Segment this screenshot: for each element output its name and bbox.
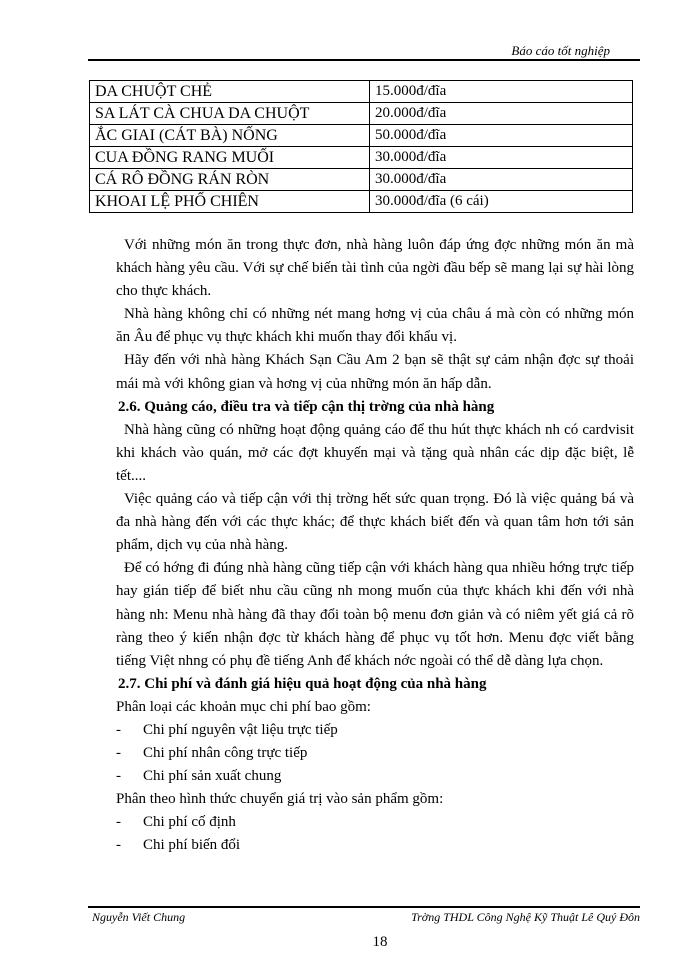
- paragraph-menu-variety: Với những món ăn trong thực đơn, nhà hàng luôn đáp ứng đợc những món ăn mà khách hàng yêu cầu. Với sự chế biến tài tình của ngời đầu bếp sẽ mang lại sự hài lòng cho thực khách.: [116, 237, 634, 300]
- paragraph-advertising: Nhà hàng cũng có những hoạt động quảng cáo để thu hút thực khách nh có cardvisit khi khách vào quán, mở các đợt khuyến mại và tặng quà nhân các dịp đặc biệt, lễ tết....: [116, 421, 634, 484]
- list-item-text: Chi phí cố định: [143, 814, 236, 831]
- price-cell: 15.000đ/đĩa: [370, 81, 633, 103]
- cost-classification-intro: Phân loại các khoản mục chi phí bao gồm:: [116, 698, 371, 715]
- dish-name-cell: ẮC GIAI (CÁT BÀ) NỐNG: [90, 125, 370, 147]
- list-item-text: Chi phí sản xuất chung: [143, 768, 282, 785]
- header-title: Báo cáo tốt nghiệp: [511, 43, 610, 58]
- transfer-classification-intro: Phân theo hình thức chuyển giá trị vào sản phẩm gồm:: [116, 791, 444, 808]
- dish-name-cell: KHOAI LỆ PHỐ CHIÊN: [90, 191, 370, 213]
- section-heading-2-7: 2.7. Chi phí và đánh giá hiệu quả hoạt động của nhà hàng: [118, 675, 487, 692]
- price-cell: 50.000đ/đĩa: [370, 125, 633, 147]
- bullet-dash: -: [116, 768, 121, 785]
- bullet-dash: -: [116, 721, 121, 738]
- header-rule: [88, 59, 640, 61]
- table-row: [90, 169, 633, 191]
- dish-name-cell: SA LÁT CÀ CHUA DA CHUỘT: [90, 103, 370, 125]
- menu-price-table: [89, 80, 633, 213]
- dish-name-cell: DA CHUỘT CHẺ: [90, 81, 370, 103]
- dish-name-cell: CUA ĐỒNG RANG MUỐI: [90, 147, 370, 169]
- bullet-dash: -: [116, 837, 121, 854]
- transfer-item-list: [116, 811, 634, 857]
- list-item-text: Chi phí nguyên vật liệu trực tiếp: [143, 721, 338, 738]
- dish-name-cell: CÁ RÔ ĐỒNG RÁN RÒN: [90, 169, 370, 191]
- footer-author: Nguyễn Viết Chung: [92, 910, 186, 924]
- paragraph-customer-approach: Để có hớng đi đúng nhà hàng cũng tiếp cận với khách hàng qua nhiều hớng trực tiếp hay gián tiếp để biết nhu cầu cũng nh mong muốn của thực khách khi đến với nhà hàng nh: Menu nhà hàng đã thay đổi toàn bộ menu đơn giản và có niêm yết giá cả rõ ràng theo ý kiến nhận đợc từ khách hàng để phục vụ tốt hơn. Menu đợc viết bằng tiếng Việt nhng có phụ đề tiếng Anh để khách nớc ngoài có thể dễ dàng lựa chọn.: [116, 560, 634, 669]
- table-row: [90, 125, 633, 147]
- list-item: [116, 834, 634, 857]
- price-cell: 30.000đ/đĩa: [370, 147, 633, 169]
- table-row: [90, 81, 633, 103]
- table-row: [90, 191, 633, 213]
- body-text: [116, 234, 634, 858]
- footer-rule: [88, 906, 640, 908]
- list-item-text: Chi phí biến đổi: [143, 837, 241, 854]
- list-item: [116, 742, 634, 765]
- section-heading-2-6: 2.6. Quảng cáo, điều tra và tiếp cận thị trờng của nhà hàng: [118, 398, 495, 415]
- paragraph-european-dishes: Nhà hàng không chỉ có những nét mang hơng vị của châu á mà còn có những món ăn Âu để phục vụ thực khách khi muốn thay đổi khẩu vị.: [116, 306, 634, 346]
- list-item-text: Chi phí nhân công trực tiếp: [143, 745, 308, 762]
- list-item: [116, 719, 634, 742]
- cost-item-list: [116, 719, 634, 788]
- price-cell: 30.000đ/đĩa: [370, 169, 633, 191]
- footer-school: Trờng THDL Công Nghệ Kỹ Thuật Lê Quý Đôn: [411, 910, 640, 924]
- price-cell: 30.000đ/đĩa (6 cái): [370, 191, 633, 213]
- price-cell: 20.000đ/đĩa: [370, 103, 633, 125]
- paragraph-market-approach: Việc quảng cáo và tiếp cận với thị trờng hết sức quan trọng. Đó là việc quảng bá và đa nhà hàng đến với các thực khác; để thực khách biết đến và quan tâm hơn tới sản phẩm, dịch vụ của nhà hàng.: [116, 491, 634, 554]
- table-row: [90, 103, 633, 125]
- bullet-dash: -: [116, 745, 121, 762]
- paragraph-invitation: Hãy đến với nhà hàng Khách Sạn Cầu Am 2 bạn sẽ thật sự cảm nhận đợc sự thoải mái mà với không gian và hơng vị của những món ăn hấp dẫn.: [116, 352, 634, 392]
- bullet-dash: -: [116, 814, 121, 831]
- page-number: 18: [372, 934, 388, 950]
- list-item: [116, 765, 634, 788]
- table-row: [90, 147, 633, 169]
- list-item: [116, 811, 634, 834]
